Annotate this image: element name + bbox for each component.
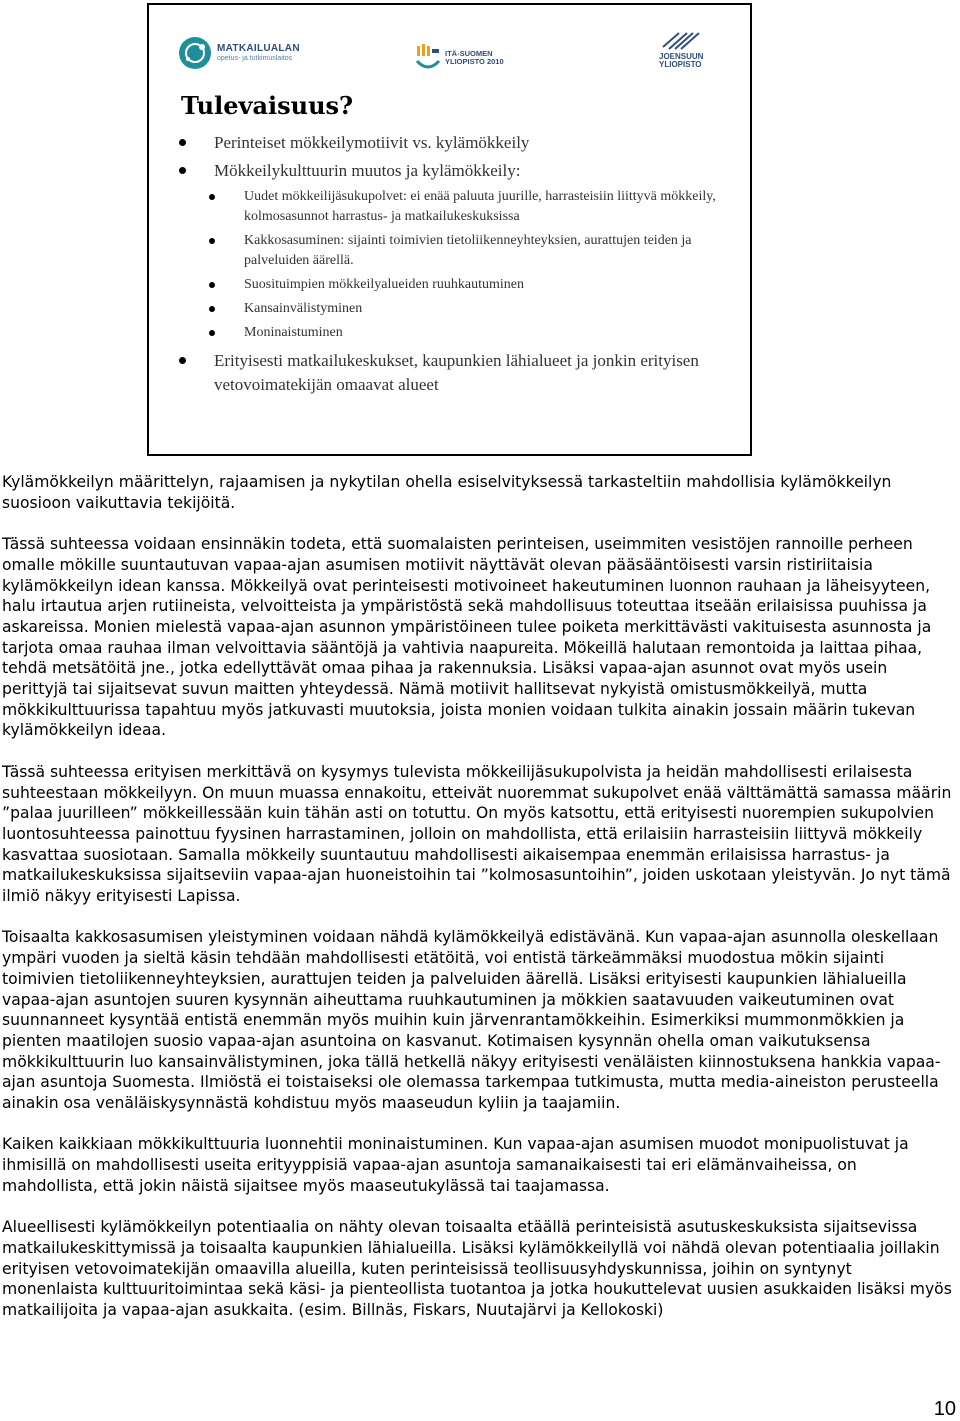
slide-title: Tulevaisuus? bbox=[181, 91, 354, 120]
slide-bullet-list bbox=[149, 131, 750, 397]
matkailualan-emblem-icon bbox=[177, 35, 213, 71]
slide-subbullet: Kansainvälistyminen bbox=[149, 299, 750, 319]
paragraph-generations: Tässä suhteessa erityisen merkittävä on kysymys tulevista mökkeilijäsukupolvista ja heidän mahdollisesti erilaisesta suhteestaan mökkeilyyn. On muun muassa ennakoitu, etteivät nuoremmat sukupolvet enää välttämättä samassa määrin ”palaa juurilleen” mökkeillessään kuin tähän asti on totuttu. On myös katsottu, että erityisesti nuorempien sukupolvien luontosuhteessa painottuu fyysinen harrastaminen, jolloin on mahdollista, että erilaisiin harrasteisiin liittyvä mökkeily kasvattaa suosiotaan. Samalla mökkeily suuntautuu mahdollisesti aikaisempaa enemmän erilaisissa harrastus- ja matkailukeskuksissa sijaitseviin vapaa-ajan huoneistoihin tai ”kolmosasuntoihin”, joiden uskotaan yleistyvän. Jo nyt tämä ilmiö näkyy erityisesti Lapissa. bbox=[2, 762, 952, 906]
joensuun-logo bbox=[659, 31, 703, 70]
ita-suomen-emblem-icon bbox=[415, 43, 441, 73]
ita-suomen-name: ITÄ-SUOMEN bbox=[445, 49, 493, 59]
page-number: 10 bbox=[933, 1398, 956, 1420]
ita-suomen-sub: YLIOPISTO 2010 bbox=[445, 57, 504, 66]
ita-suomen-logo bbox=[415, 43, 504, 73]
joensuun-name: JOENSUUN bbox=[659, 52, 704, 61]
slide-subbullet: Kakkosasuminen: sijainti toimivien tietoliikenneyhteyksien, aurattujen teiden ja palveluiden äärellä. bbox=[149, 231, 750, 271]
matkailualan-name: MATKAILUALAN bbox=[217, 43, 300, 55]
body-text bbox=[2, 472, 952, 1341]
slide-subbullet: Suosituimpien mökkeilyalueiden ruuhkautuminen bbox=[149, 275, 750, 295]
matkailualan-logo bbox=[177, 35, 300, 71]
paragraph-motives: Tässä suhteessa voidaan ensinnäkin todeta, että suomalaisten perinteisen, useimmiten vesistöjen rannoille perheen omalle mökille suuntautuvan vapaa-ajan asumisen motiivit näyttävät olevan pääsääntöisesti varsin ristiriitaisia kylämökkeilyn idean kanssa. Mökkeilyä ovat perinteisesti motivoineet hakeutuminen luonnon rauhaan ja läheisyyteen, halu irtautua arjen rutiineista, velvoitteista ja ympäristöstä sekä mahdollisuus toteuttaa itseään erilaisissa puuhissa ja askareissa. Monien mielestä vapaa-ajan asunnon ympäristöineen tulee poiketa merkittävästi vakituisesta asunnosta ja tarjota omaa rauhaa ilman velvoittavia sääntöjä ja vahtivia naapureita. Mökeillä halutaan remontoida ja laittaa pihaa, tehdä metsätöitä jne., jotka edellyttävät omaa pihaa ja rakennuksia. Lisäksi vapaa-ajan asunnot ovat myös usein perittyjä tai sijaitsevat suvun maitten yhteydessä. Nämä motiivit hallitsevat nykyistä omistusmökkeilyä, mutta mökkikulttuurissa tapahtuu myös jatkuvasti muutoksia, joista monien voidaan tulkita ainakin jossain määrin tukevan kylämökkeilyn ideaa. bbox=[2, 535, 932, 740]
slide-bullet: Perinteiset mökkeilymotiivit vs. kylämökkeily bbox=[149, 131, 750, 155]
matkailualan-sub: opetus- ja tutkimuslaitos bbox=[217, 54, 293, 62]
slide-subbullet: Moninaistuminen bbox=[149, 323, 750, 343]
joensuun-sub: YLIOPISTO bbox=[659, 60, 702, 70]
slide-logos bbox=[149, 5, 750, 90]
slide-subbullet: Uudet mökkeilijäsukupolvet: ei enää paluuta juurille, harrasteisiin liittyvä mökkeily, kolmosasunnot harrastus- ja matkailukeskuksissa bbox=[149, 187, 750, 227]
slide-bullet: Mökkeilykulttuurin muutos ja kylämökkeily: bbox=[149, 159, 750, 183]
paragraph-second-homes: Toisaalta kakkosasumisen yleistyminen voidaan nähdä kylämökkeilyä edistävänä. Kun vapaa-ajan asunnolla oleskellaan ympäri vuoden ja sieltä käsin tehdään mahdollisesti etätöitä, voi entistä tärkeämmäksi muodostua mökin sijainti toimivien tietoliikenneyhteyksien, aurattujen teiden ja palveluiden äärellä. Lisäksi erityisesti kaupunkien lähialueilla vapaa-ajan asuntojen suuren kysynnän aiheuttama ruuhkautuminen ja mökkien saatavuuden vaikeutuminen ovat suunnanneet kysyntää entistä enemmän myös muihin kuin järvenrantamökkeihin. Esimerkiksi mummonmökkien ja pienten maatilojen suosio vapaa-ajan asuntoina on kasvanut. Kotimaisen kysynnän ohella oman vaikutuksensa mökkikulttuurin luo kansainvälistyminen, joka tällä hetkellä näkyy erityisesti venäläisten kiinnostuksena hankkia vapaa-ajan asuntoja Suomesta. Ilmiöstä ei toistaiseksi ole olemassa tarkempaa tutkimusta, mutta media-aineiston perusteella ainakin osa venäläiskysynnästä kohdistuu myös maaseudun kyliin ja taajamiin. bbox=[2, 928, 941, 1113]
slide-bullet: Erityisesti matkailukeskukset, kaupunkien lähialueet ja jonkin erityisen vetovoimatekijän omaavat alueet bbox=[149, 349, 750, 397]
paragraph-intro: Kylämökkeilyn määrittelyn, rajaamisen ja nykytilan ohella esiselvityksessä tarkasteltiin mahdollisia kylämökkeilyn suosioon vaikuttavia tekijöitä. bbox=[2, 473, 892, 512]
presentation-slide bbox=[147, 3, 752, 456]
paragraph-diversification: Kaiken kaikkiaan mökkikulttuuria luonnehtii moninaistuminen. Kun vapaa-ajan asumisen muodot monipuolistuvat ja ihmisillä on mahdollisesti useita erityyppisiä vapaa-ajan asuntoja samanaikaisesti tai eri elämänvaiheissa, on mahdollista, että jokin näistä sijaitsee myös maaseutukylässä tai taajamassa. bbox=[2, 1135, 909, 1195]
joensuun-waves-icon bbox=[659, 31, 701, 51]
paragraph-regional: Alueellisesti kylämökkeilyn potentiaalia on nähty olevan toisaalta etäällä perinteisistä asutuskeskuksista sijaitsevissa matkailukeskittymissä ja toisaalta kaupunkien lähialueilla. Lisäksi kylämökkeilyllä voi nähdä olevan potentiaalia joillakin erityisen vetovoimatekijän omaavilla alueilla, kuten perinteisissä teollisuusyhdyskunnissa, joihin on syntynyt monenlaista kulttuuritoimintaa sekä käsi- ja pienteollista tuotantoa ja jotka houkuttelevat uusien asukkaiden lisäksi myös matkailijoita ja vapaa-ajan asukkaita. (esim. Billnäs, Fiskars, Nuutajärvi ja Kellokoski) bbox=[2, 1218, 952, 1320]
